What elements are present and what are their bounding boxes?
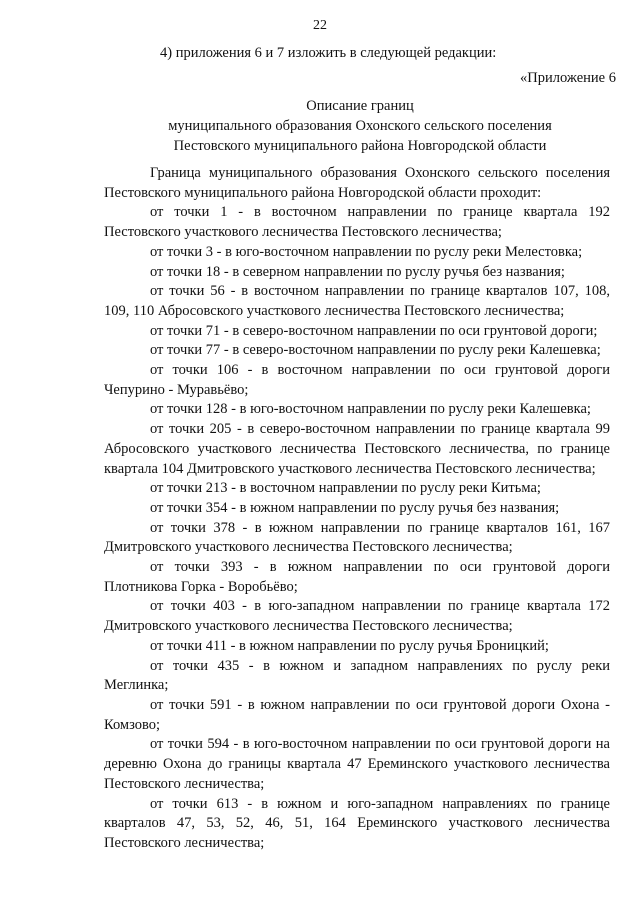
boundary-item: от точки 393 - в южном направлении по оси грунтовой дороги Плотникова Горка - Воробьёво; bbox=[104, 559, 610, 595]
boundary-item: от точки 106 - в восточном направлении по оси грунтовой дороги Чепурино - Муравьёво; bbox=[104, 362, 610, 398]
page-number: 22 bbox=[313, 18, 327, 33]
boundary-item: от точки 378 - в южном направлении по границе кварталов 161, 167 Дмитровского участкового лесничества Пестовского лесничества; bbox=[104, 519, 610, 556]
boundary-item: от точки 3 - в юго-восточном направлении по руслу реки Мелестовка; bbox=[150, 243, 583, 260]
intro-paragraph: Граница муниципального образования Охонского сельского поселения Пестовского муниципального района Новгородской области проходит: bbox=[104, 165, 610, 201]
heading-line: муниципального образования Охонского сельского поселения bbox=[168, 118, 552, 134]
boundary-item: от точки 128 - в юго-восточном направлении по руслу реки Калешевка; bbox=[150, 401, 591, 418]
document-heading bbox=[0, 96, 640, 156]
amendment-lead: 4) приложения 6 и 7 изложить в следующей редакции: bbox=[160, 45, 497, 61]
boundary-item: от точки 18 - в северном направлении по руслу ручья без названия; bbox=[150, 263, 565, 280]
boundary-item: от точки 591 - в южном направлении по оси грунтовой дороги Охона - Комзово; bbox=[104, 696, 610, 733]
boundary-item: от точки 594 - в юго-восточном направлении по оси грунтовой дороги на деревню Охона до границы квартала 47 Ереминского участкового лесничества Пестовского лесничества; bbox=[104, 736, 610, 792]
boundary-item: от точки 411 - в южном направлении по руслу ручья Броницкий; bbox=[150, 637, 549, 654]
boundary-item: от точки 435 - в южном и западном направлениях по руслу реки Меглинка; bbox=[104, 657, 610, 694]
appendix-label: «Приложение 6 bbox=[520, 70, 616, 86]
boundary-item: от точки 354 - в южном направлении по руслу ручья без названия; bbox=[150, 499, 560, 516]
boundary-item: от точки 403 - в юго-западном направлении по границе квартала 172 Дмитровского участкового лесничества Пестовского лесничества; bbox=[104, 598, 610, 635]
boundary-item: от точки 613 - в южном и юго-западном направлениях по границе кварталов 47, 53, 52, 46, 51, 164 Ереминского участкового лесничества Пестовского лесничества; bbox=[104, 795, 610, 851]
boundary-item: от точки 71 - в северо-восточном направлении по оси грунтовой дороги; bbox=[150, 322, 598, 339]
boundary-item: от точки 205 - в северо-восточном направлении по границе квартала 99 Абросовского участкового лесничества Пестовского лесничества, по границе квартала 104 Дмитровского участкового лесничества Пестовского лесничества; bbox=[104, 421, 610, 477]
boundary-item: от точки 77 - в северо-восточном направлении по руслу реки Калешевка; bbox=[150, 342, 601, 359]
boundary-item: от точки 56 - в восточном направлении по границе кварталов 107, 108, 109, 110 Абросовского участкового лесничества Пестовского лесничества; bbox=[104, 283, 610, 319]
heading-line: Описание границ bbox=[306, 98, 414, 114]
boundary-item: от точки 213 - в восточном направлении по руслу реки Китьма; bbox=[150, 480, 541, 497]
boundary-item: от точки 1 - в восточном направлении по границе квартала 192 Пестовского участкового лесничества Пестовского лесничества; bbox=[104, 204, 610, 241]
heading-line: Пестовского муниципального района Новгородской области bbox=[173, 138, 547, 154]
boundary-description bbox=[104, 164, 610, 854]
